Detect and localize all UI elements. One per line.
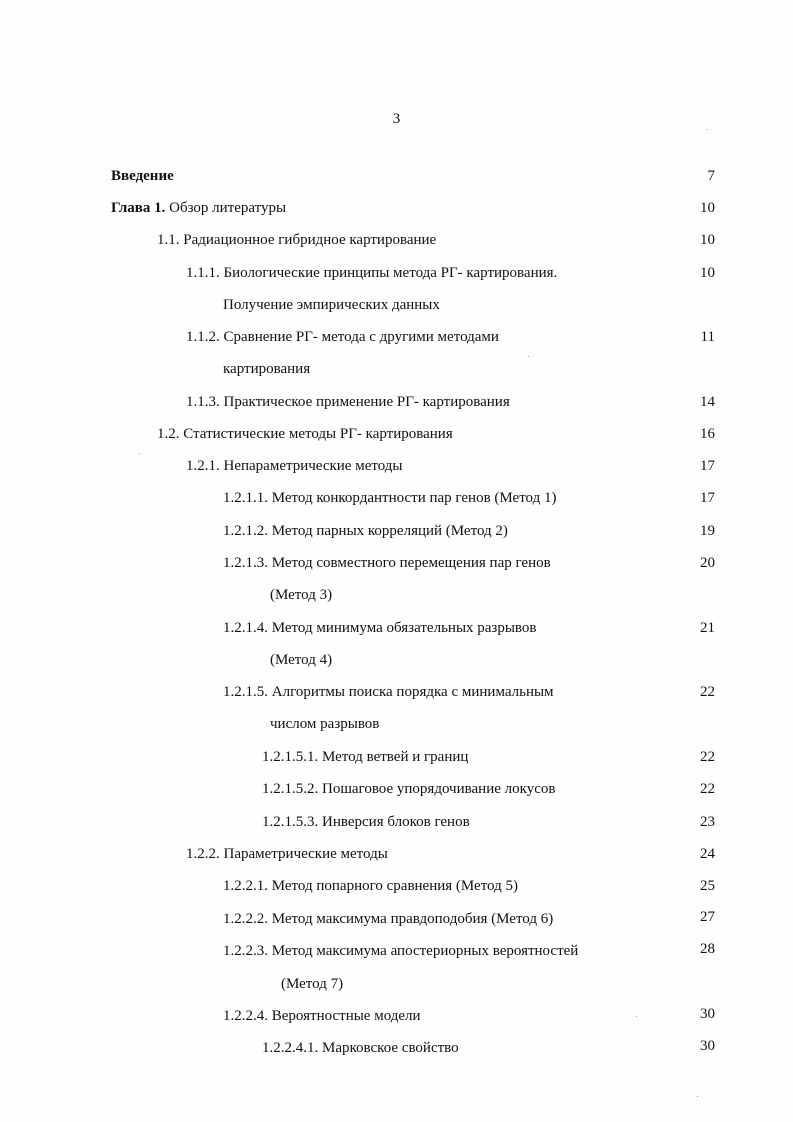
toc-page-number: 22	[700, 749, 715, 765]
toc-entry-continuation: картирования	[223, 361, 311, 377]
toc-entry-continuation: числом разрывов	[270, 716, 380, 732]
toc-entry-1-2-2-4-1: 1.2.2.4.1. Марковское свойство	[262, 1040, 459, 1056]
page-number: 3	[392, 111, 401, 127]
toc-entry-1-2-2-1: 1.2.2.1. Метод попарного сравнения (Метод 5)	[223, 878, 519, 894]
toc-entry-continuation: (Метод 4)	[270, 652, 333, 668]
toc-entry-1-2-1-5-1: 1.2.1.5.1. Метод ветвей и границ	[262, 749, 469, 765]
toc-entry-1-1-2: 1.1.2. Сравнение РГ- метода с другими методами	[186, 329, 499, 345]
scan-speck	[707, 129, 708, 130]
toc-page-number: 10	[700, 265, 715, 281]
chapter-label: Глава 1.	[111, 200, 166, 216]
toc-entry-1-2-1-2: 1.2.1.2. Метод парных корреляций (Метод 2)	[223, 523, 508, 539]
toc-page-number: 11	[700, 329, 715, 345]
toc-entry-introduction	[111, 167, 174, 185]
toc-page-number: 28	[700, 941, 715, 957]
toc-entry-1-1-3: 1.1.3. Практическое применение РГ- картирования	[186, 394, 510, 410]
toc-page-number: 10	[700, 232, 715, 248]
toc-entry-1-2-1-4: 1.2.1.4. Метод минимума обязательных разрывов	[223, 620, 537, 636]
toc-entry-label: Введение	[111, 168, 174, 184]
toc-page-number: 23	[700, 814, 715, 830]
toc-page-number: 25	[700, 878, 715, 894]
toc-entry-1-2-1-1: 1.2.1.1. Метод конкордантности пар генов (Метод 1)	[223, 490, 557, 506]
toc-entry-1-2-1-5: 1.2.1.5. Алгоритмы поиска порядка с минимальным	[223, 684, 554, 700]
toc-page-number: 17	[700, 490, 715, 506]
toc-entry-label: Обзор литературы	[165, 200, 287, 216]
toc-entry-1-1-1: 1.1.1. Биологические принципы метода РГ- картирования.	[186, 265, 558, 281]
toc-page-number: 17	[700, 458, 715, 474]
toc-entry-1-1: 1.1. Радиационное гибридное картирование	[157, 232, 437, 248]
toc-entry-1-2-1: 1.2.1. Непараметрические методы	[186, 458, 403, 474]
scan-speck	[697, 1096, 698, 1097]
toc-entry-1-2-2-4: 1.2.2.4. Вероятностные модели	[223, 1008, 421, 1024]
toc-entry-1-2-2-3: 1.2.2.3. Метод максимума апостериорных вероятностей	[223, 943, 579, 959]
toc-entry-1-2: 1.2. Статистические методы РГ- картирования	[157, 426, 453, 442]
toc-entry-1-2-2-2: 1.2.2.2. Метод максимума правдоподобия (Метод 6)	[223, 911, 554, 927]
toc-entry-continuation: (Метод 3)	[270, 587, 333, 603]
scan-speck	[636, 1016, 637, 1017]
toc-page-number: 7	[707, 168, 715, 184]
toc-page-number: 27	[700, 909, 715, 925]
scan-speck	[139, 453, 140, 454]
toc-page-number: 16	[700, 426, 715, 442]
toc-page-number: 14	[700, 394, 715, 410]
toc-entry-chapter-1	[111, 199, 286, 217]
toc-page-number: 22	[700, 781, 715, 797]
toc-page-number: 22	[700, 684, 715, 700]
toc-entry-1-2-1-5-3: 1.2.1.5.3. Инверсия блоков генов	[262, 814, 470, 830]
toc-page-number: 20	[700, 555, 715, 571]
toc-entry-1-2-2: 1.2.2. Параметрические методы	[186, 846, 388, 862]
toc-entry-continuation: (Метод 7)	[281, 976, 344, 992]
toc-page-number: 30	[700, 1038, 715, 1054]
toc-page-number: 19	[700, 523, 715, 539]
toc-page-number: 10	[700, 200, 715, 216]
toc-entry-1-2-1-5-2: 1.2.1.5.2. Пошаговое упорядочивание локусов	[262, 781, 556, 797]
toc-entry-continuation: Получение эмпирических данных	[223, 297, 440, 313]
toc-page-number: 24	[700, 846, 715, 862]
toc-page-number: 21	[700, 620, 715, 636]
toc-entry-1-2-1-3: 1.2.1.3. Метод совместного перемещения пар генов	[223, 555, 551, 571]
toc-page-number: 30	[700, 1006, 715, 1022]
scan-speck	[528, 356, 529, 357]
